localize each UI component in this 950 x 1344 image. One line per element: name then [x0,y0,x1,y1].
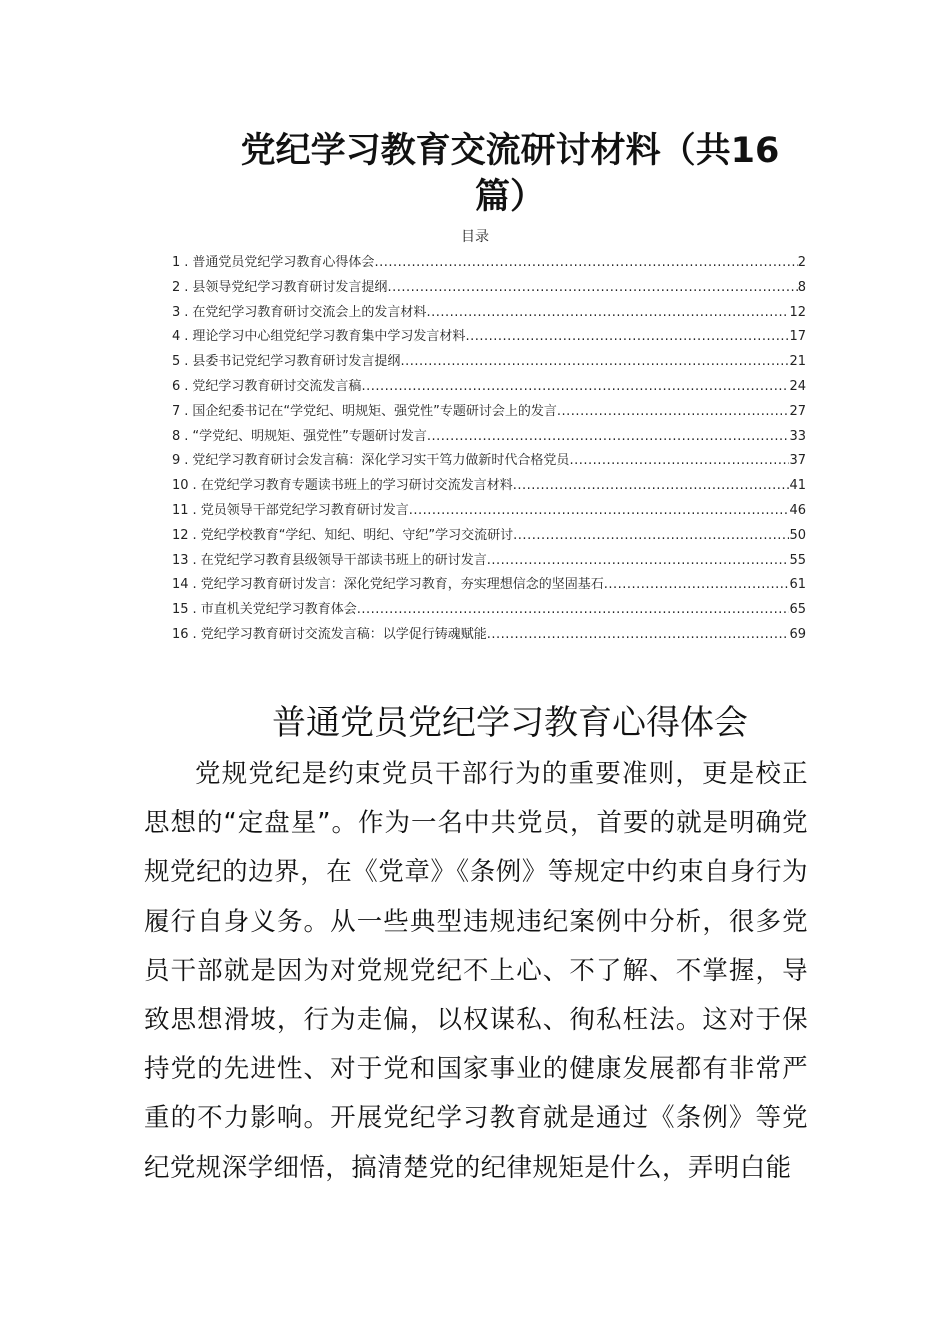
toc-entry-title: 市直机关党纪学习教育体会 [200,602,357,618]
table-of-contents [172,251,806,648]
toc-entry-title: 国企纪委书记在“学党纪、明规矩、强党性”专题研讨会上的发言 [192,403,557,419]
toc-entry-page: 69 [789,626,806,642]
toc-entry-separator: . [192,552,197,568]
toc-entry[interactable] [172,350,806,375]
toc-entry-leader [426,301,789,326]
toc-entry-number: 15 [172,602,189,618]
toc-entry-separator: . [192,527,197,543]
toc-entry-page: 46 [789,502,806,518]
toc-entry-separator: . [192,502,197,518]
toc-entry-page: 55 [789,552,806,568]
toc-entry[interactable] [172,474,806,499]
toc-entry-number: 8 [172,428,181,444]
toc-entry-title: 党纪学习教育研讨会发言稿：深化学习实干笃力做新时代合格党员 [192,453,570,469]
toc-entry-number: 13 [172,552,189,568]
toc-entry-title: 县委书记党纪学习教育研讨发言提纲 [192,354,401,370]
toc-entry-title: 在党纪学习教育专题读书班上的学习研讨交流发言材料 [200,478,513,494]
toc-entry-page: 37 [789,453,806,469]
toc-entry-separator: . [184,453,189,469]
toc-entry-number: 14 [172,577,189,593]
toc-entry-separator: . [184,255,189,270]
toc-entry-separator: . [192,602,197,618]
toc-entry[interactable] [172,623,806,648]
toc-entry[interactable] [172,449,806,474]
toc-entry-leader [374,251,797,276]
toc-entry-number: 11 [172,502,189,518]
toc-entry-separator: . [184,304,189,320]
toc-entry[interactable] [172,598,806,623]
toc-entry-separator: . [192,577,197,593]
toc-entry[interactable] [172,524,806,549]
toc-entry-separator: . [192,478,197,494]
toc-entry-number: 6 [172,378,181,394]
toc-entry-leader [487,549,790,574]
toc-entry[interactable] [172,301,806,326]
toc-entry-page: 50 [789,527,806,543]
toc-entry-title: 理论学习中心组党纪学习教育集中学习发言材料 [192,329,466,345]
toc-entry-number: 10 [172,478,189,494]
toc-entry-leader [387,276,797,301]
toc-entry-leader [487,623,790,648]
toc-entry[interactable] [172,325,806,350]
toc-heading: 目录 [461,229,489,245]
toc-entry-title: 党纪学习教育研讨交流发言稿 [192,378,362,394]
toc-entry-page: 12 [789,304,806,320]
toc-entry-page: 65 [789,602,806,618]
toc-entry-title: 县领导党纪学习教育研讨发言提纲 [192,279,388,295]
toc-entry-leader [513,474,790,499]
toc-entry-title: 党纪学校教育“学纪、知纪、明纪、守纪”学习交流研讨 [200,527,514,543]
toc-entry-leader [409,499,790,524]
toc-entry-title: 在党纪学习教育研讨交流会上的发言材料 [192,304,427,320]
toc-entry-page: 17 [789,329,806,345]
toc-entry[interactable] [172,499,806,524]
toc-entry-page: 21 [789,354,806,370]
article-title: 普通党员党纪学习教育心得体会 [272,703,748,743]
toc-entry-title: 党纪学习教育研讨交流发言稿：以学促行铸魂赋能 [200,626,487,642]
toc-entry[interactable] [172,573,806,598]
toc-entry-leader [400,350,789,375]
toc-entry[interactable] [172,251,806,276]
toc-entry-page: 41 [789,478,806,494]
toc-entry-leader [569,449,789,474]
toc-entry-number: 12 [172,527,189,543]
toc-entry-separator: . [184,378,189,394]
toc-entry-title: 党员领导干部党纪学习教育研讨发言 [200,502,409,518]
article-body: 党规党纪是约束党员干部行为的重要准则，更是校正思想的“定盘星”。作为一名中共党员，首要的就是明确党规党纪的边界，在《党章》《条例》等规定中约束自身行为履行自身义务。从一些典型违规违纪案例中分析，很多党员干部就是因为对党规党纪不上心、不了解、不掌握，导致思想滑坡，行为走偏，以权谋私、徇私枉法。这对于保持党的先进性、对于党和国家事业的健康发展都有非常严重的不力影响。开展党纪学习教育就是通过《条例》等党纪党规深学细悟，搞清楚党的纪律规矩是什么，弄明白能 [144,759,808,1183]
toc-entry-title: 在党纪学习教育县级领导干部读书班上的研讨发言 [200,552,487,568]
toc-entry-leader [465,325,789,350]
toc-entry-number: 9 [172,453,181,469]
toc-entry-leader [357,598,790,623]
toc-entry-number: 5 [172,354,181,370]
toc-entry-page: 8 [797,279,806,295]
toc-entry-leader [513,524,789,549]
toc-entry-separator: . [184,329,189,345]
toc-entry-page: 27 [789,403,806,419]
toc-entry-leader [427,425,790,450]
toc-entry-title: 党纪学习教育研讨发言：深化党纪学习教育，夯实理想信念的坚固基石 [200,577,604,593]
toc-entry-number: 2 [172,279,181,295]
toc-entry-leader [361,375,789,400]
document-title: 党纪学习教育交流研讨材料（共16篇） [240,131,780,217]
toc-entry-number: 16 [172,626,189,642]
toc-entry-separator: . [184,403,189,419]
toc-entry-separator: . [192,626,197,642]
toc-entry-number: 3 [172,304,181,320]
toc-entry-leader [557,400,790,425]
toc-entry[interactable] [172,375,806,400]
toc-entry-number: 4 [172,329,181,345]
toc-entry-page: 2 [797,255,806,270]
toc-entry[interactable] [172,549,806,574]
toc-entry-page: 61 [789,577,806,593]
toc-entry-title: “学党纪、明规矩、强党性”专题研讨发言 [192,428,427,444]
toc-entry-leader [604,573,790,598]
toc-entry-separator: . [184,354,189,370]
toc-entry[interactable] [172,425,806,450]
toc-entry-separator: . [184,279,189,295]
toc-entry-page: 24 [789,378,806,394]
toc-entry-number: 1 [172,255,181,270]
toc-entry[interactable] [172,276,806,301]
toc-entry[interactable] [172,400,806,425]
toc-entry-number: 7 [172,403,181,419]
toc-entry-title: 普通党员党纪学习教育心得体会 [192,255,375,270]
toc-entry-separator: . [184,428,189,444]
toc-entry-page: 33 [789,428,806,444]
